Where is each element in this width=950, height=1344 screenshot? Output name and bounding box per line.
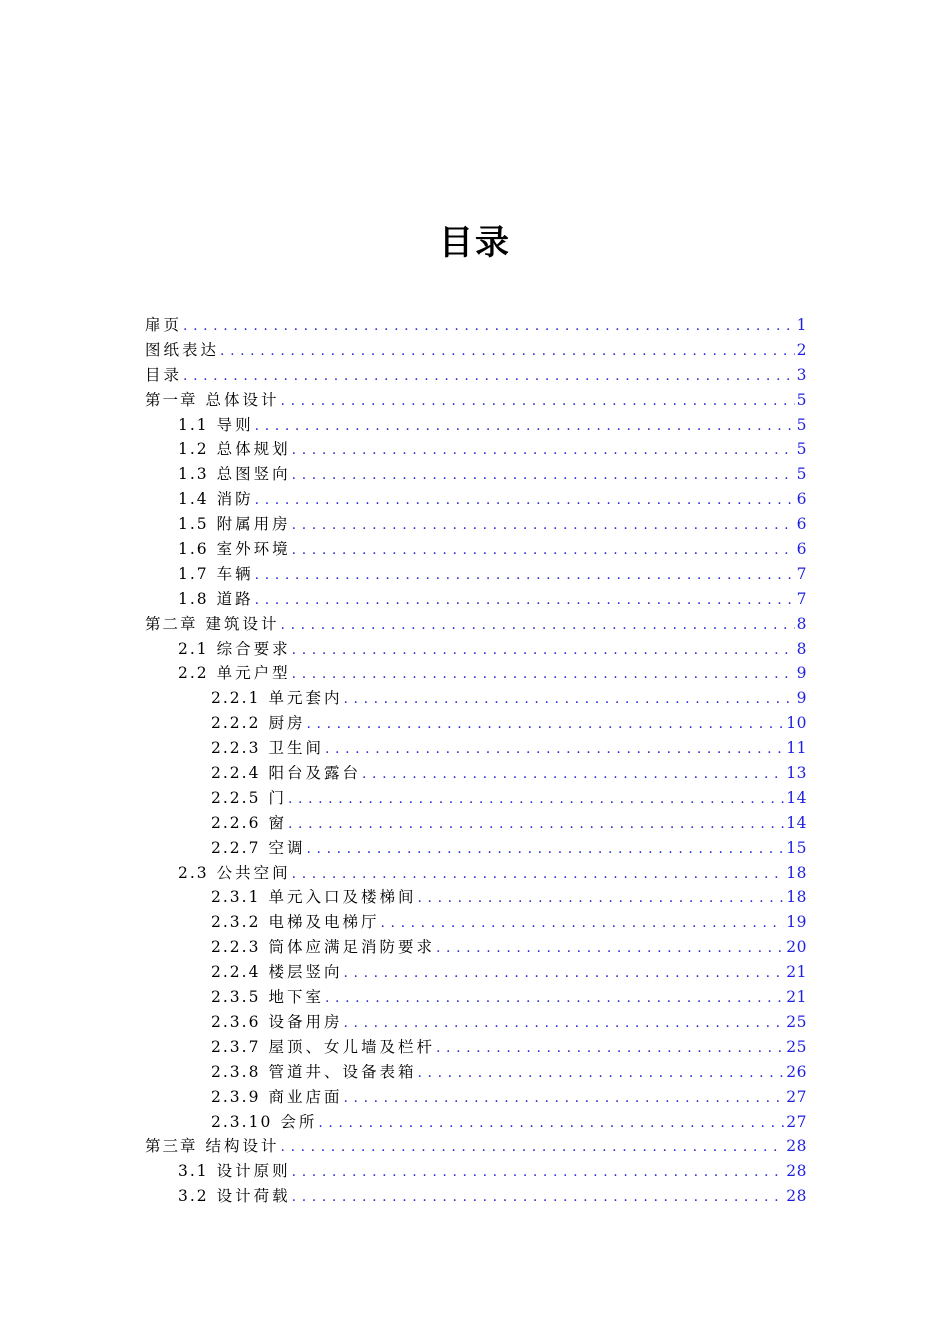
toc-entry-label: 总体规划 [216, 440, 291, 459]
toc-entry-number: 2.3 [178, 863, 209, 882]
toc-entry-page-number[interactable]: 5 [796, 390, 807, 409]
toc-dot-leader [436, 1036, 784, 1061]
toc-entry-label: 空调 [268, 838, 306, 857]
toc-entry-page-number[interactable]: 21 [786, 963, 807, 982]
toc-entry[interactable] [145, 388, 807, 413]
toc-entry[interactable] [145, 637, 807, 662]
toc-dot-leader [183, 364, 795, 389]
toc-entry-page-number[interactable]: 14 [786, 788, 807, 807]
toc-entry-page-number[interactable]: 6 [796, 515, 807, 534]
toc-entry-page-number[interactable]: 27 [786, 1112, 807, 1131]
toc-entry-number: 2.2 [178, 664, 209, 683]
toc-entry[interactable] [145, 537, 807, 562]
toc-entry-number: 2.2.4 [211, 764, 261, 783]
toc-dot-leader [417, 886, 784, 911]
toc-entry-number: 1.2 [178, 440, 209, 459]
toc-entry-label: 室外环境 [216, 540, 291, 559]
toc-entry-number: 1.4 [178, 490, 209, 509]
toc-entry-label: 结构设计 [205, 1137, 280, 1156]
toc-entry-label: 图纸表达 [145, 340, 220, 359]
toc-entry[interactable] [145, 761, 807, 786]
toc-dot-leader [292, 538, 795, 563]
toc-entry-page-number[interactable]: 26 [786, 1062, 807, 1081]
toc-dot-leader [288, 812, 784, 837]
toc-entry-page-number[interactable]: 9 [796, 689, 807, 708]
toc-entry[interactable] [145, 1010, 807, 1035]
toc-entry-label: 卫生间 [268, 739, 324, 758]
toc-entry[interactable] [145, 985, 807, 1010]
toc-entry-page-number[interactable]: 5 [796, 415, 807, 434]
toc-dot-leader [255, 563, 795, 588]
toc-entry-page-number[interactable]: 1 [796, 316, 807, 334]
toc-entry-label: 目录 [145, 365, 183, 384]
toc-dot-leader [292, 1185, 785, 1210]
toc-entry-number: 1.5 [178, 515, 209, 534]
toc-entry-page-number[interactable]: 18 [786, 888, 807, 907]
toc-entry[interactable] [145, 686, 807, 711]
toc-entry-page-number[interactable]: 7 [796, 564, 807, 583]
toc-dot-leader [183, 314, 795, 339]
toc-entry-page-number[interactable]: 6 [796, 490, 807, 509]
toc-entry-label: 电梯及电梯厅 [268, 913, 380, 932]
toc-entry[interactable] [145, 1085, 807, 1110]
toc-dot-leader [292, 662, 795, 687]
toc-entry-page-number[interactable]: 20 [786, 938, 807, 957]
toc-entry-label: 屋顶、女儿墙及栏杆 [268, 1037, 435, 1056]
toc-entry-label: 管道井、设备表箱 [268, 1062, 417, 1081]
toc-dot-leader [318, 1111, 784, 1136]
toc-entry-number: 2.2.5 [211, 788, 261, 807]
toc-entry-label: 阳台及露台 [268, 764, 361, 783]
toc-entry[interactable] [145, 836, 807, 861]
toc-dot-leader [436, 936, 784, 961]
toc-entry-label: 单元入口及楼梯间 [268, 888, 417, 907]
toc-entry[interactable] [145, 612, 807, 637]
toc-entry[interactable] [145, 960, 807, 985]
toc-entry[interactable] [145, 736, 807, 761]
toc-entry-label: 总图竖向 [216, 465, 291, 484]
toc-entry-label: 设备用房 [268, 1012, 343, 1031]
toc-entry[interactable] [145, 861, 807, 886]
toc-dot-leader [325, 986, 784, 1011]
toc-entry-number: 2.3.5 [211, 988, 261, 1007]
toc-dot-leader [255, 488, 795, 513]
toc-dot-leader [292, 438, 795, 463]
toc-dot-leader [306, 712, 784, 737]
toc-dot-leader [292, 638, 795, 663]
toc-entry[interactable] [145, 1060, 807, 1085]
toc-entry-number: 1.7 [178, 564, 209, 583]
toc-entry[interactable] [145, 1110, 807, 1135]
toc-entry-label: 厨房 [268, 714, 306, 733]
toc-dot-leader [292, 463, 795, 488]
toc-entry-page-number[interactable]: 5 [796, 465, 807, 484]
toc-entry-page-number[interactable]: 25 [786, 1012, 807, 1031]
toc-entry[interactable] [145, 1035, 807, 1060]
toc-dot-leader [343, 961, 784, 986]
toc-dot-leader [325, 737, 784, 762]
toc-entry[interactable] [145, 811, 807, 836]
toc-entry[interactable] [145, 711, 807, 736]
toc-dot-leader [292, 862, 785, 887]
toc-entry[interactable] [145, 661, 807, 686]
toc-entry-number: 1.6 [178, 540, 209, 559]
toc-entry-page-number[interactable]: 28 [786, 1162, 807, 1181]
toc-entry-number: 2.2.6 [211, 813, 261, 832]
toc-entry-label: 导则 [216, 415, 254, 434]
toc-entry-number: 1.1 [178, 415, 209, 434]
toc-dot-leader [306, 837, 784, 862]
toc-entry-page-number[interactable]: 8 [796, 614, 807, 633]
toc-dot-leader [220, 339, 795, 364]
toc-entry-page-number[interactable]: 8 [796, 639, 807, 658]
toc-entry-number: 2.2.2 [211, 714, 261, 733]
toc-entry-label: 道路 [216, 589, 254, 608]
toc-entry[interactable] [145, 1184, 807, 1209]
toc-entry-page-number[interactable]: 19 [786, 913, 807, 932]
toc-entry-number: 3.1 [178, 1162, 209, 1181]
toc-entry-label: 商业店面 [268, 1087, 343, 1106]
toc-entry-number: 第三章 [145, 1137, 198, 1156]
toc-dot-leader [281, 613, 795, 638]
toc-entry-label: 附属用房 [216, 515, 291, 534]
toc-entry-label: 设计荷载 [216, 1187, 291, 1206]
toc-entry-label: 窗 [268, 813, 287, 832]
toc-entry-number: 1.3 [178, 465, 209, 484]
toc-entry-page-number[interactable]: 28 [786, 1187, 807, 1206]
toc-entry-page-number[interactable]: 14 [786, 813, 807, 832]
toc-entry[interactable] [145, 587, 807, 612]
toc-entry[interactable] [145, 786, 807, 811]
toc-dot-leader [281, 1135, 785, 1160]
toc-dot-leader [292, 1160, 785, 1185]
toc-entry-number: 2.1 [178, 639, 209, 658]
toc-entry[interactable] [145, 562, 807, 587]
toc-dot-leader [288, 787, 784, 812]
toc-entry-number: 2.2.7 [211, 838, 261, 857]
toc-entry-label: 消防 [216, 490, 254, 509]
table-of-contents [145, 313, 807, 1209]
toc-entry-label: 会所 [280, 1112, 318, 1131]
toc-entry-number: 2.3.6 [211, 1012, 261, 1031]
toc-dot-leader [417, 1061, 784, 1086]
toc-entry-label: 扉页 [145, 316, 183, 334]
toc-entry-page-number[interactable]: 11 [786, 739, 807, 758]
toc-dot-leader [255, 414, 795, 439]
toc-entry-label: 门 [268, 788, 287, 807]
toc-entry-page-number[interactable]: 9 [796, 664, 807, 683]
toc-entry[interactable] [145, 1134, 807, 1159]
toc-entry-page-number[interactable]: 6 [796, 540, 807, 559]
toc-entry-label: 车辆 [216, 564, 254, 583]
toc-entry-number: 第二章 [145, 614, 198, 633]
toc-entry-page-number[interactable]: 13 [786, 764, 807, 783]
toc-entry-page-number[interactable]: 5 [796, 440, 807, 459]
toc-entry-number: 2.3.8 [211, 1062, 261, 1081]
toc-entry-page-number[interactable]: 10 [786, 714, 807, 733]
toc-entry[interactable] [145, 338, 807, 363]
toc-entry-number: 2.2.4 [211, 963, 261, 982]
toc-dot-leader [380, 911, 784, 936]
toc-entry-label: 设计原则 [216, 1162, 291, 1181]
toc-entry-page-number[interactable]: 15 [786, 838, 807, 857]
toc-entry-label: 单元套内 [268, 689, 343, 708]
toc-entry-label: 筒体应满足消防要求 [268, 938, 435, 957]
toc-entry-number: 2.2.1 [211, 689, 261, 708]
toc-entry[interactable] [145, 935, 807, 960]
toc-dot-leader [343, 1086, 784, 1111]
toc-entry[interactable] [145, 363, 807, 388]
toc-entry-page-number[interactable]: 2 [796, 340, 807, 359]
toc-entry[interactable] [145, 885, 807, 910]
toc-entry-label: 公共空间 [216, 863, 291, 882]
toc-dot-leader [292, 513, 795, 538]
toc-entry-page-number[interactable]: 25 [786, 1037, 807, 1056]
toc-entry-number: 2.2.3 [211, 739, 261, 758]
toc-entry[interactable] [145, 313, 807, 338]
toc-entry-number: 2.3.7 [211, 1037, 261, 1056]
toc-entry-label: 单元户型 [216, 664, 291, 683]
toc-entry-label: 楼层竖向 [268, 963, 343, 982]
toc-entry[interactable] [145, 437, 807, 462]
toc-entry-number: 1.8 [178, 589, 209, 608]
toc-dot-leader [255, 588, 795, 613]
toc-entry-number: 2.3.2 [211, 913, 261, 932]
toc-entry-label: 总体设计 [205, 390, 280, 409]
toc-entry-number: 2.2.3 [211, 938, 261, 957]
toc-entry[interactable] [145, 462, 807, 487]
page-title: 目录 [439, 223, 511, 263]
toc-entry-label: 综合要求 [216, 639, 291, 658]
toc-dot-leader [281, 389, 795, 414]
toc-entry-page-number[interactable]: 7 [796, 589, 807, 608]
toc-entry-number: 第一章 [145, 390, 198, 409]
toc-entry[interactable] [145, 413, 807, 438]
toc-entry-page-number[interactable]: 21 [786, 988, 807, 1007]
toc-entry-number: 2.3.1 [211, 888, 261, 907]
toc-entry-number: 2.3.9 [211, 1087, 261, 1106]
toc-entry-label: 地下室 [268, 988, 324, 1007]
toc-dot-leader [343, 1011, 784, 1036]
toc-entry-page-number[interactable]: 27 [786, 1087, 807, 1106]
toc-entry-page-number[interactable]: 28 [786, 1137, 807, 1156]
toc-entry[interactable] [145, 487, 807, 512]
toc-entry-number: 3.2 [178, 1187, 209, 1206]
toc-entry[interactable] [145, 1159, 807, 1184]
toc-entry[interactable] [145, 512, 807, 537]
toc-dot-leader [343, 687, 794, 712]
toc-dot-leader [362, 762, 784, 787]
toc-entry-page-number[interactable]: 18 [786, 863, 807, 882]
toc-entry-number: 2.3.10 [211, 1112, 273, 1131]
toc-entry[interactable] [145, 910, 807, 935]
toc-entry-label: 建筑设计 [205, 614, 280, 633]
toc-entry-page-number[interactable]: 3 [796, 365, 807, 384]
